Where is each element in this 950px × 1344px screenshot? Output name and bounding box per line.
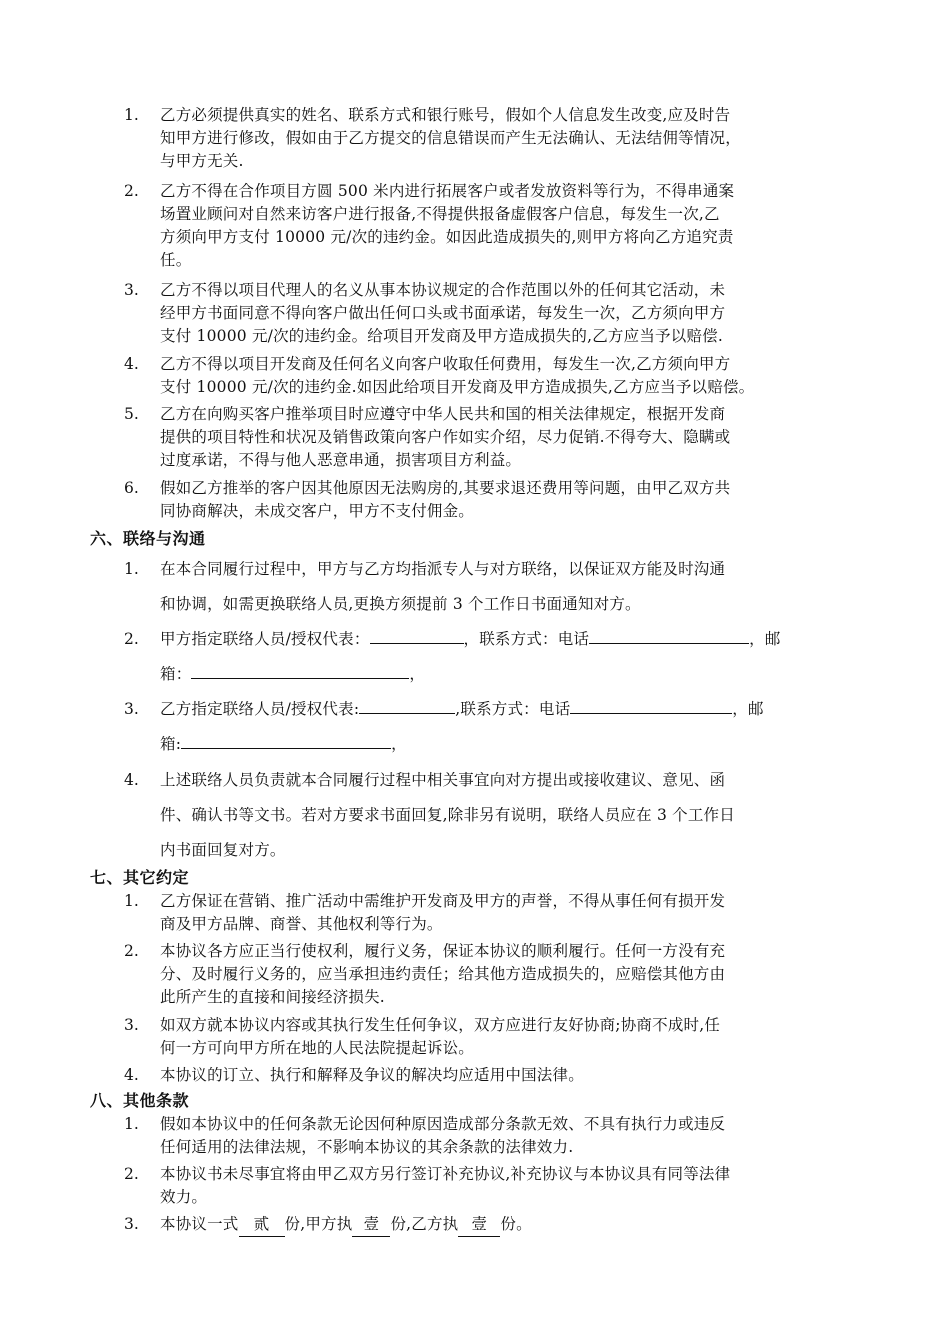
item-number: 1. bbox=[124, 892, 139, 910]
email-label: 箱: bbox=[160, 735, 182, 753]
email-field[interactable] bbox=[191, 662, 409, 679]
clause-5-1: 乙方必须提供真实的姓名、联系方式和银行账号，假如个人信息发生改变,应及时告 知甲方进行修改，假如由于乙方提交的信息错误而产生无法确认、无法结佣等情况， 与甲方无关. bbox=[160, 106, 741, 170]
email-field[interactable] bbox=[181, 732, 391, 749]
item-number: 6. bbox=[124, 479, 139, 497]
item-number: 4. bbox=[124, 355, 139, 373]
clause-6-2-party-a-contact: 甲方指定联络人员/授权代表： ，联系方式：电话 ，邮 箱： ， bbox=[160, 622, 860, 692]
item-number: 3. bbox=[124, 700, 139, 718]
email-label: 箱： bbox=[160, 665, 192, 683]
rep-name-field[interactable] bbox=[370, 627, 464, 644]
clause-8-2: 本协议书未尽事宜将由甲乙双方另行签订补充协议,补充协议与本协议具有同等法律 效力。 bbox=[160, 1165, 731, 1206]
clause-6-4: 上述联络人员负责就本合同履行过程中相关事宜向对方提出或接收建议、意见、函 件、确认书等文书。若对方要求书面回复,除非另有说明，联络人员应在 3 个工作日 内书面回复对方。 bbox=[160, 771, 735, 859]
clause-7-1: 乙方保证在营销、推广活动中需维护开发商及甲方的声誉，不得从事任何有损开发 商及甲方品牌、商誉、其他权利等行为。 bbox=[160, 892, 726, 933]
section-heading: 七、其它约定 bbox=[90, 868, 190, 887]
item-number: 2. bbox=[124, 942, 139, 960]
item-number: 1. bbox=[124, 106, 139, 124]
copies-total-field[interactable]: 贰 bbox=[239, 1213, 285, 1237]
item-number: 1. bbox=[124, 560, 139, 578]
clause-5-6: 假如乙方推举的客户因其他原因无法购房的,其要求退还费用等问题，由甲乙双方共 同协商解决，未成交客户，甲方不支付佣金。 bbox=[160, 479, 731, 520]
clause-7-2: 本协议各方应正当行使权利，履行义务，保证本协议的顺利履行。任何一方没有充 分、及时履行义务的，应当承担违约责任；给其他方造成损失的，应赔偿其他方由 此所产生的直接和间接经济损失. bbox=[160, 942, 726, 1006]
clause-8-3-copies: 本协议一式 贰 份,甲方执 壹 份,乙方执 壹 份。 bbox=[160, 1213, 860, 1237]
phone-field[interactable] bbox=[570, 697, 732, 714]
email-tail: ，邮 bbox=[732, 700, 764, 718]
clause-8-1: 假如本协议中的任何条款无论因何种原因造成部分条款无效、不具有执行力或违反 任何适用的法律法规，不影响本协议的其余条款的法律效力. bbox=[160, 1115, 726, 1156]
email-tail: ，邮 bbox=[749, 630, 781, 648]
item-number: 2. bbox=[124, 182, 139, 200]
clause-6-3-party-b-contact: 乙方指定联络人员/授权代表: ,联系方式：电话 ，邮 箱: ， bbox=[160, 692, 860, 762]
item-number: 3. bbox=[124, 1016, 139, 1034]
clause-7-4: 本协议的订立、执行和解释及争议的解决均应适用中国法律。 bbox=[160, 1066, 584, 1084]
copies-party-b-field[interactable]: 壹 bbox=[458, 1213, 500, 1237]
clause-7-3: 如双方就本协议内容或其执行发生任何争议，双方应进行友好协商;协商不成时,任 何一方可向甲方所在地的人民法院提起诉讼。 bbox=[160, 1016, 721, 1057]
rep-name-field[interactable] bbox=[359, 697, 455, 714]
item-number: 1. bbox=[124, 1115, 139, 1133]
clause-5-5: 乙方在向购买客户推举项目时应遵守中华人民共和国的相关法律规定，根据开发商 提供的项目特性和状况及销售政策向客户作如实介绍，尽力促销.不得夸大、隐瞒或 过度承诺，不得与他人恶意串通，损害项目方利益。 bbox=[160, 405, 731, 469]
contact-label: ,联系方式：电话 bbox=[455, 700, 571, 718]
copies-party-a-field[interactable]: 壹 bbox=[352, 1213, 390, 1237]
item-number: 2. bbox=[124, 630, 139, 648]
item-number: 4. bbox=[124, 1066, 139, 1084]
clause-6-1: 在本合同履行过程中，甲方与乙方均指派专人与对方联络，以保证双方能及时沟通 和协调，如需更换联络人员,更换方须提前 3 个工作日书面通知对方。 bbox=[160, 560, 726, 613]
rep-label: 甲方指定联络人员/授权代表： bbox=[160, 630, 370, 648]
contact-label: ，联系方式：电话 bbox=[463, 630, 590, 648]
clause-5-3: 乙方不得以项目代理人的名义从事本协议规定的合作范围以外的任何其它活动，未 经甲方书面同意不得向客户做出任何口头或书面承诺，每发生一次，乙方须向甲方 支付 10000 元/次的违约金。给项目开发商及甲方造成损失的,乙方应当予以赔偿. bbox=[160, 281, 726, 345]
phone-field[interactable] bbox=[589, 627, 749, 644]
item-number: 3. bbox=[124, 281, 139, 299]
item-number: 3. bbox=[124, 1215, 139, 1233]
clause-5-2: 乙方不得在合作项目方圆 500 米内进行拓展客户或者发放资料等行为，不得串通案 场置业顾问对自然来访客户进行报备,不得提供报备虚假客户信息，每发生一次,乙 方须向甲方支付 10000 元/次的违约金。如因此造成损失的,则甲方将向乙方追究责 任。 bbox=[160, 182, 735, 269]
item-number: 5. bbox=[124, 405, 139, 423]
rep-label: 乙方指定联络人员/授权代表: bbox=[160, 700, 360, 718]
item-number: 4. bbox=[124, 771, 139, 789]
item-number: 2. bbox=[124, 1165, 139, 1183]
section-heading: 八、其他条款 bbox=[90, 1091, 190, 1110]
section-heading: 六、联络与沟通 bbox=[90, 529, 206, 548]
clause-5-4: 乙方不得以项目开发商及任何名义向客户收取任何费用，每发生一次,乙方须向甲方 支付 10000 元/次的违约金.如因此给项目开发商及甲方造成损失,乙方应当予以赔偿。 bbox=[160, 355, 755, 396]
